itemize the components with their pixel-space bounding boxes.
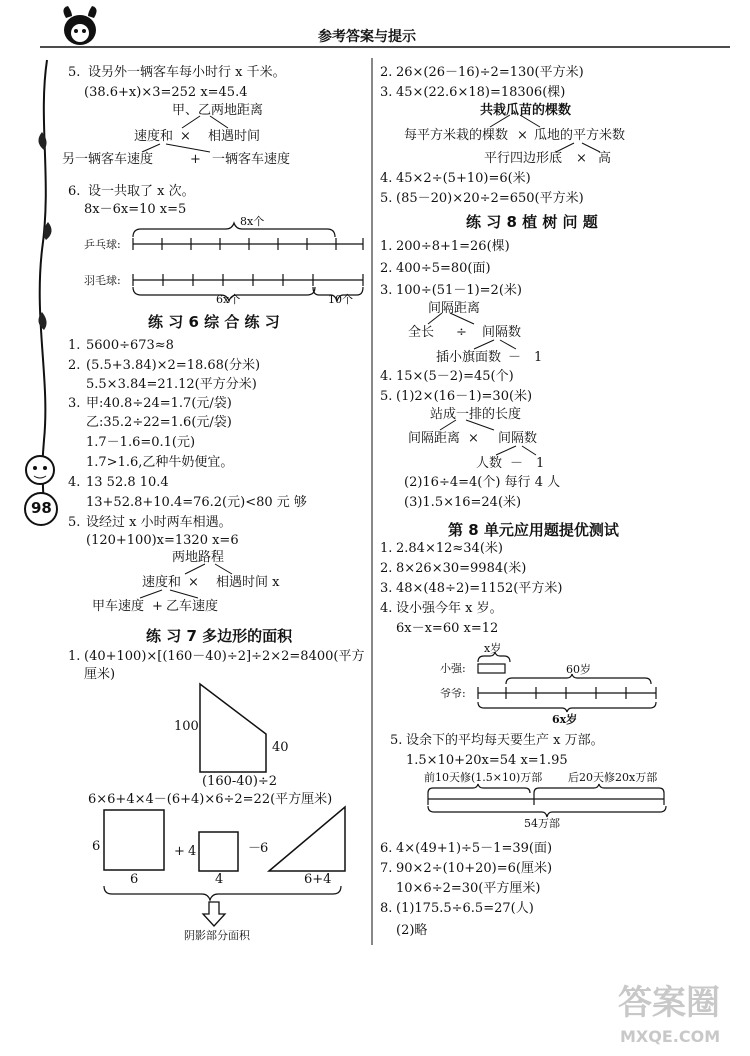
r8a-tree-bot-op: －	[508, 350, 522, 365]
r3-tree-mid-left: 每平方米栽的棵数	[404, 128, 509, 143]
item-number: 2.	[380, 561, 393, 576]
item-number: 4.	[380, 369, 393, 384]
q6-top-label: 8x个	[240, 215, 265, 228]
r8b-tree-mid-op: ×	[468, 431, 479, 446]
mascot-icon	[63, 6, 96, 45]
triangle-shape	[269, 807, 345, 871]
item-text: 13+52.8+10.4=76.2(元)<80 元 够	[86, 495, 307, 510]
s7-line1: (40+100)×[(160－40)÷2]÷2×2=8400(平方	[84, 649, 365, 664]
sq1-side-label: 6	[92, 839, 101, 854]
r8a-tree-mid-op: ÷	[456, 325, 467, 340]
item-text: 200÷8+1=26(棵)	[396, 239, 510, 254]
r8a-tree-mid-left: 全长	[408, 325, 435, 340]
trap-right-label: 40	[272, 740, 289, 755]
item-text: (120+100)x=1320 x=6	[86, 533, 239, 548]
item-text: 1.7－1.6=0.1(元)	[86, 435, 196, 450]
s7-equation2: 6×6+4×4－(6+4)×6÷2=22(平方厘米)	[88, 792, 333, 807]
watermark-url: MXQE.COM	[620, 1027, 721, 1046]
production-diagram	[428, 784, 666, 817]
item-text: 5600÷673≈8	[86, 338, 174, 353]
section-title-7: 练 习 7 多边形的面积	[146, 627, 293, 645]
q5-tree-bot-left: 另一辆客车速度	[62, 152, 154, 167]
item-number: 4.	[380, 601, 393, 616]
trap-bottom-label: (160-40)÷2	[202, 774, 278, 789]
r3-tree-top: 共栽瓜苗的棵数	[480, 103, 572, 118]
item-text: (1)2×(16－1)=30(米)	[396, 389, 533, 404]
item-number: 5.	[68, 515, 81, 530]
item-number: 6.	[380, 841, 393, 856]
item-text: (5.5+3.84)×2=18.68(分米)	[86, 358, 261, 373]
item-text: 45×(22.6×18)=18306(棵)	[396, 85, 566, 100]
item-number: 8.	[380, 901, 393, 916]
su5-text: 设余下的平均每天要生产 x 万部。	[406, 733, 604, 748]
s6-tree-top: 两地路程	[172, 550, 225, 565]
item-number: 3.	[68, 396, 81, 411]
s6-tree-mid-op: ×	[188, 575, 199, 590]
item-text: (85－20)×20÷2=650(平方米)	[396, 191, 584, 206]
sq2-bottom-label: 4	[215, 872, 224, 887]
q5-tree-bot-right: 一辆客车速度	[212, 152, 291, 167]
q5-tree-mid-op: ×	[180, 129, 191, 144]
item-text: 乙:35.2÷22=1.6(元/袋)	[86, 415, 232, 430]
item-text: 400÷5=80(面)	[396, 261, 491, 276]
q5-text: 设另外一辆客车每小时行 x 千米。	[88, 65, 286, 80]
item-text: 6x－x=60 x=12	[396, 621, 499, 636]
item-text: 设小强今年 x 岁。	[396, 601, 503, 616]
q5-tree-top: 甲、乙两地距离	[172, 103, 264, 118]
plus-sign: +	[174, 844, 185, 859]
item-text: (1)175.5÷6.5=27(人)	[396, 901, 534, 916]
item-number: 2.	[68, 358, 81, 373]
s6-tree-bot-right: 乙车速度	[166, 599, 219, 614]
age-xiaoqiang-label: 小强:	[440, 662, 466, 675]
section-title-8: 练 习 8 植 树 问 题	[466, 213, 598, 231]
r8b-tree-bot-op: －	[510, 456, 524, 471]
sq1-bottom-label: 6	[130, 872, 139, 887]
item-number: 2.	[380, 261, 393, 276]
watermark-logo: 答案圈	[618, 983, 720, 1023]
item-text: 45×2÷(5+10)=6(米)	[396, 171, 531, 186]
r3-tree-bot-right: 高	[598, 151, 612, 166]
item-text: 1.7>1.6,乙种牛奶便宜。	[86, 455, 234, 470]
item-text: 4×(49+1)÷5－1=39(面)	[396, 841, 553, 856]
q6-number: 6.	[68, 184, 81, 199]
item-text: (2)略	[396, 923, 428, 938]
q5-equation: (38.6+x)×3=252 x=45.4	[84, 85, 248, 100]
r8b-tree-bot-left: 人数	[476, 456, 503, 471]
trap-left-label: 100	[174, 719, 199, 734]
item-number: 1.	[380, 541, 393, 556]
s6-tree-mid-right: 相遇时间 x	[216, 575, 280, 590]
item-text: 8×26×30=9984(米)	[396, 561, 527, 576]
r8a-tree-mid-right: 间隔数	[482, 325, 522, 340]
minus-sign: －	[248, 841, 262, 856]
brace-bottom	[104, 886, 341, 900]
item-text: 设经过 x 小时两车相遇。	[86, 515, 232, 530]
r8b-tree-mid-right: 间隔数	[498, 431, 538, 446]
item-text: 26×(26－16)÷2=130(平方米)	[396, 65, 584, 80]
ball-diagram	[133, 223, 363, 301]
q5-tree-mid-left: 速度和	[134, 129, 174, 144]
item-text: 100÷(51－1)=2(米)	[396, 283, 522, 298]
shaded-area-caption: 阴影部分面积	[184, 929, 250, 942]
item-text: 5.5×3.84=21.12(平方分米)	[86, 377, 257, 392]
q5-tree-bot-op: +	[190, 152, 201, 167]
q5-tree-mid-right: 相遇时间	[208, 129, 261, 144]
s6-tree-bot-op: +	[152, 599, 163, 614]
item-number: 2.	[380, 65, 393, 80]
q6-bottom-right-label: 10个	[328, 293, 353, 306]
item-number: 1.	[68, 338, 81, 353]
item-text: 10×6÷2=30(平方厘米)	[396, 881, 541, 896]
vine-decoration	[40, 60, 47, 520]
page-number: 98	[31, 499, 52, 517]
item-text: 2.84×12≈34(米)	[396, 541, 503, 556]
item-number: 5.	[380, 191, 393, 206]
tri-bottom-label: 6+4	[304, 872, 332, 887]
r8a-tree-bot-right: 1	[534, 350, 543, 365]
r3-tree-mid-right: 瓜地的平方米数	[534, 128, 626, 143]
age-xiao-label: x岁	[484, 642, 502, 655]
item-text: 90×2÷(10+20)=6(厘米)	[396, 861, 553, 876]
r3-tree-bot-left: 平行四边形底	[484, 151, 563, 166]
r8a-tree-bot-left: 插小旗面数	[436, 350, 502, 365]
q6-text: 设一共取了 x 次。	[88, 184, 195, 199]
item-text: 48×(48÷2)=1152(平方米)	[396, 581, 563, 596]
item-number: 1.	[380, 239, 393, 254]
su5-number: 5.	[390, 733, 403, 748]
s6-tree-bot-left: 甲车速度	[92, 599, 145, 614]
lion-mascot-icon	[26, 456, 54, 484]
r8a-tree-top: 间隔距离	[428, 301, 481, 316]
q6-equation: 8x－6x=10 x=5	[84, 202, 187, 217]
sq2-side-label: 4	[188, 844, 197, 859]
item-number: 4.	[68, 475, 81, 490]
square-large-shape	[104, 810, 164, 870]
q5-number: 5.	[68, 65, 81, 80]
r8b-tree-bot-right: 1	[536, 456, 545, 471]
age-yeye-label: 爷爷:	[440, 687, 466, 700]
su5-equation: 1.5×10+20x=54 x=1.95	[406, 753, 568, 768]
r8b-tree-mid-left: 间隔距离	[408, 431, 461, 446]
item-text: 甲:40.8÷24=1.7(元/袋)	[86, 396, 232, 411]
item-number: 3.	[380, 283, 393, 298]
s7-number: 1.	[68, 649, 81, 664]
square-small-shape	[199, 832, 238, 871]
s6-tree-mid-left: 速度和	[142, 575, 182, 590]
page-header-title: 参考答案与提示	[318, 29, 416, 45]
item-number: 5.	[380, 389, 393, 404]
q6-row2-label: 羽毛球:	[84, 274, 121, 287]
item-text: (2)16÷4=4(个) 每行 4 人	[404, 475, 561, 490]
item-text: (3)1.5×16=24(米)	[404, 495, 522, 510]
leaf-icon	[38, 132, 46, 150]
q6-bottom-left-label: 6x个	[216, 293, 241, 306]
item-text: 15×(5－2)=45(个)	[396, 369, 514, 384]
section-title-6: 练 习 6 综 合 练 习	[148, 313, 280, 331]
su5-total-label: 54万部	[524, 817, 560, 830]
item-text: 13 52.8 10.4	[86, 475, 169, 490]
r3-tree-mid-op: ×	[517, 128, 528, 143]
r3-tree-bot-op: ×	[576, 151, 587, 166]
item-number: 3.	[380, 581, 393, 596]
su5-right-label: 后20天修20x万部	[568, 771, 658, 784]
trapezoid-shape	[200, 684, 266, 772]
arrow-down-icon	[203, 902, 225, 926]
s7-line2: 厘米)	[84, 667, 116, 682]
r8b-tree-top: 站成一排的长度	[430, 407, 522, 422]
age-sixty-label: 60岁	[566, 663, 591, 676]
q6-row1-label: 乒乓球:	[84, 238, 121, 251]
age-diagram	[478, 652, 656, 712]
age-six-x-label: 6x岁	[552, 713, 578, 726]
item-number: 7.	[380, 861, 393, 876]
item-number: 4.	[380, 171, 393, 186]
tri-side-label: 6	[260, 841, 269, 856]
item-number: 3.	[380, 85, 393, 100]
su5-left-label: 前10天修(1.5×10)万部	[424, 771, 543, 784]
section-title-unit-8: 第 8 单元应用题提优测试	[448, 521, 619, 539]
